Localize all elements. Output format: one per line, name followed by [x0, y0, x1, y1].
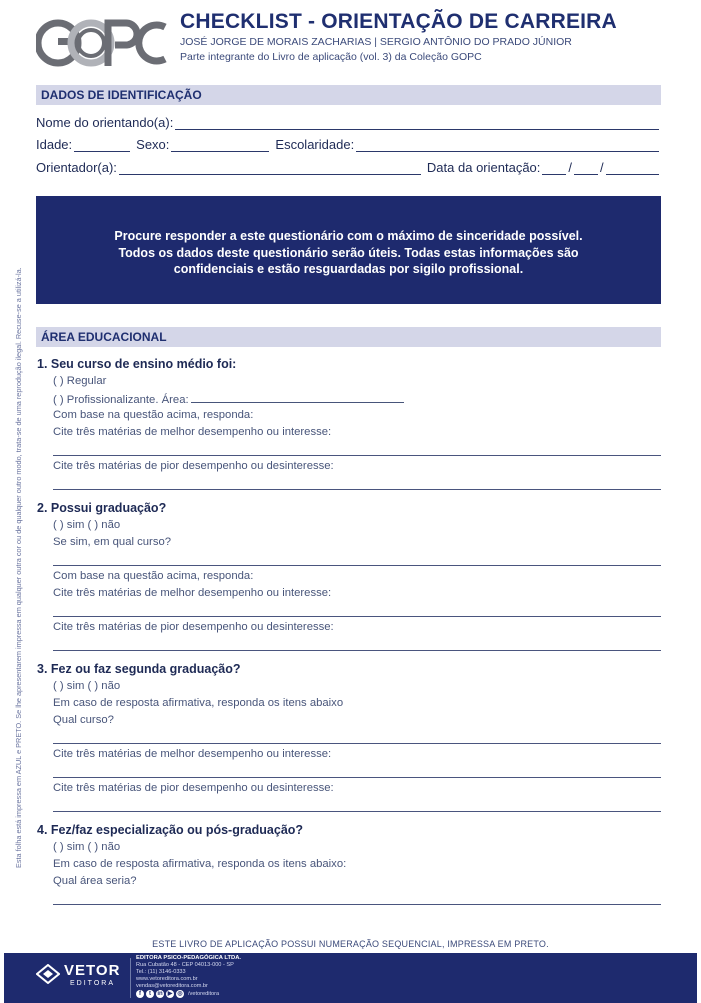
yes-no-options[interactable]: ( ) sim ( ) não — [53, 841, 121, 853]
answer-line[interactable] — [53, 811, 661, 812]
answer-line[interactable] — [53, 650, 661, 651]
answer-line[interactable] — [53, 489, 661, 490]
yes-no-options[interactable]: ( ) sim ( ) não — [53, 519, 121, 531]
publisher-info — [136, 955, 241, 990]
sex-label: Sexo: — [136, 137, 170, 152]
section-header-educational — [36, 327, 661, 347]
notice-line: Todos os dados deste questionário serão úteis. Todas estas informações são — [118, 245, 579, 260]
follow-text: Com base na questão acima, responda: — [53, 409, 254, 421]
phone: Tel.: (11) 3146-0333 — [136, 969, 186, 975]
which-area-label: Qual área seria? — [53, 875, 137, 887]
notice-line: confidenciais e estão resguardadas por sigilo profissional. — [173, 262, 524, 276]
age-field[interactable] — [74, 137, 130, 152]
subtitle: Parte integrante do Livro de aplicação (vol. 3) da Coleção GOPC — [180, 51, 482, 63]
date-separator: / — [600, 160, 604, 175]
footer-divider — [130, 958, 131, 998]
date-month-field[interactable] — [574, 160, 598, 175]
best-subjects-label: Cite três matérias de melhor desempenho ou interesse: — [53, 426, 332, 438]
facebook-icon[interactable]: f — [136, 990, 144, 998]
youtube-icon[interactable]: ▶ — [167, 991, 173, 997]
schooling-label: Escolaridade: — [275, 137, 355, 152]
company-name: EDITORA PSICO-PEDAGÓGICA LTDA. — [136, 955, 241, 961]
area-field[interactable] — [191, 392, 404, 403]
question-3: 3. Fez ou faz segunda graduação? — [37, 662, 241, 676]
notice-box — [36, 196, 661, 304]
social-handle: /vetoreditora — [188, 991, 220, 997]
name-row — [36, 112, 661, 130]
side-legal-note: Esta folha está impressa em AZUL e PRETO. Se lhe apresentarem impressa em qualquer outra cor ou de qualquer outro modo, trata-se de uma reprodução ilegal. Recuse-se a utilizá-la. — [14, 267, 23, 868]
date-label: Data da orientação: — [426, 160, 541, 175]
vetor-brand: VETOR — [64, 962, 121, 979]
question-2: 2. Possui graduação? — [37, 501, 167, 515]
question-1: 1. Seu curso de ensino médio foi: — [37, 357, 237, 371]
which-course-label: Se sim, em qual curso? — [53, 536, 172, 548]
question-4: 4. Fez/faz especialização ou pós-graduação? — [37, 823, 304, 837]
answer-line[interactable] — [53, 777, 661, 778]
answer-line[interactable] — [53, 743, 661, 744]
answer-line[interactable] — [53, 616, 661, 617]
name-label: Nome do orientando(a): — [36, 115, 174, 130]
name-field[interactable] — [175, 115, 659, 130]
instagram-icon[interactable]: ◎ — [177, 991, 183, 997]
advisor-field[interactable] — [119, 160, 421, 175]
page-title: CHECKLIST - ORIENTAÇÃO DE CARREIRA — [180, 10, 617, 33]
which-course-label: Qual curso? — [53, 714, 114, 726]
advisor-date-row — [36, 157, 661, 175]
gopc-logo — [36, 16, 168, 70]
age-sex-schooling-row — [36, 134, 661, 152]
yes-no-options[interactable]: ( ) sim ( ) não — [53, 680, 121, 692]
sex-field[interactable] — [171, 137, 269, 152]
social-links — [136, 990, 219, 998]
option-professional[interactable] — [53, 392, 404, 406]
best-subjects-label: Cite três matérias de melhor desempenho ou interesse: — [53, 587, 332, 599]
address: Rua Cubatão 48 - CEP 04013-000 - SP — [136, 962, 234, 968]
best-subjects-label: Cite três matérias de melhor desempenho ou interesse: — [53, 748, 332, 760]
section-header-identification — [36, 85, 661, 105]
follow-text: Em caso de resposta afirmativa, responda os itens abaixo: — [53, 858, 347, 870]
advisor-label: Orientador(a): — [36, 160, 117, 175]
email-link[interactable]: vendas@vetoreditora.com.br — [136, 983, 208, 989]
sequential-number-note: ESTE LIVRO DE APLICAÇÃO POSSUI NUMERAÇÃO SEQUENCIAL, IMPRESSA EM PRETO. — [152, 939, 549, 949]
authors: JOSÉ JORGE DE MORAIS ZACHARIAS | SERGIO ANTÔNIO DO PRADO JÚNIOR — [180, 36, 572, 48]
vetor-brand-sub: EDITORA — [70, 980, 115, 987]
date-year-field[interactable] — [606, 160, 659, 175]
follow-text: Em caso de resposta afirmativa, responda os itens abaixo — [53, 697, 344, 709]
option-regular[interactable]: ( ) Regular — [53, 375, 107, 387]
worst-subjects-label: Cite três matérias de pior desempenho ou desinteresse: — [53, 460, 334, 472]
answer-line[interactable] — [53, 904, 661, 905]
answer-line[interactable] — [53, 455, 661, 456]
answer-line[interactable] — [53, 565, 661, 566]
schooling-field[interactable] — [356, 137, 659, 152]
notice-line: Procure responder a este questionário com o máximo de sinceridade possível. — [114, 229, 583, 243]
section-title: DADOS DE IDENTIFICAÇÃO — [41, 88, 202, 102]
section-title: ÁREA EDUCACIONAL — [41, 330, 167, 344]
option-professional-label: ( ) Profissionalizante. Área: — [53, 394, 189, 406]
worst-subjects-label: Cite três matérias de pior desempenho ou desinteresse: — [53, 621, 334, 633]
date-day-field[interactable] — [542, 160, 566, 175]
vetor-logo-icon — [36, 964, 60, 984]
worst-subjects-label: Cite três matérias de pior desempenho ou desinteresse: — [53, 782, 334, 794]
linkedin-icon[interactable]: in — [157, 991, 163, 997]
follow-text: Com base na questão acima, responda: — [53, 570, 254, 582]
date-separator: / — [568, 160, 573, 175]
twitter-icon[interactable]: t — [146, 990, 154, 998]
website-link[interactable]: www.vetoreditora.com.br — [136, 976, 198, 982]
age-label: Idade: — [36, 137, 73, 152]
